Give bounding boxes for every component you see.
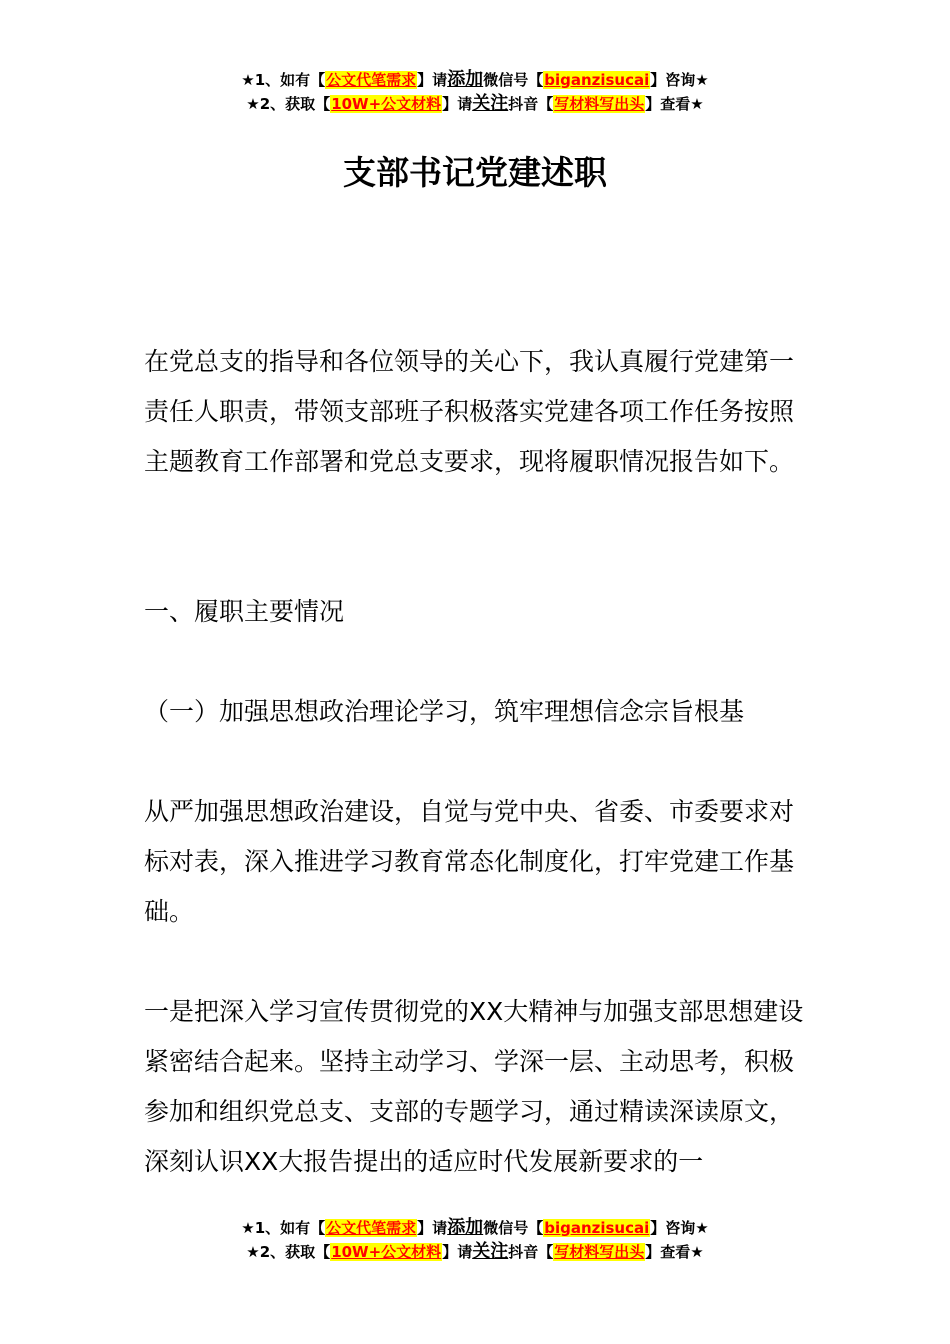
promo-text: 】请 [417,1219,448,1237]
document-title: 支部书记党建述职 [343,153,607,192]
bottom-promo-banner [0,1216,950,1264]
promo-highlight: 公文代笔需求 [326,1219,417,1237]
promo-line-2 [0,1240,950,1264]
top-promo-banner [0,68,950,116]
promo-highlight: 公文代笔需求 [326,71,417,89]
promo-text: 】请 [442,95,473,113]
promo-highlight: 10W+公文材料 [331,95,442,113]
promo-wechat-id: biganzisucai [544,1219,650,1237]
body-paragraph: 从严加强思想政治建设，自觉与党中央、省委、市委要求对标对表，深入推进学习教育常态化制度化，打牢党建工作基础。 [144,797,795,926]
promo-text: ★1、如有【 [241,71,326,89]
promo-text: 】咨询★ [650,1219,709,1237]
promo-wechat-id: biganzisucai [544,71,650,89]
promo-line-1 [0,1216,950,1240]
body-paragraph: 一是把深入学习宣传贯彻党的XX大精神与加强支部思想建设紧密结合起来。坚持主动学习、学深一层、主动思考，积极参加和组织党总支、支部的专题学习，通过精读深读原文，深刻认识XX大报告提出的适应时代发展新要求的一 [144,997,804,1176]
promo-text: ★2、获取【 [246,1243,331,1261]
promo-emphasis: 添加 [447,69,484,90]
promo-text: ★1、如有【 [241,1219,326,1237]
promo-text: 抖音【 [508,1243,554,1261]
promo-highlight: 10W+公文材料 [331,1243,442,1261]
subsection-heading: （一）加强思想政治理论学习，筑牢理想信念宗旨根基 [144,697,745,726]
section-heading: 一、履职主要情况 [144,597,345,626]
promo-text: ★2、获取【 [246,95,331,113]
promo-text: 微信号【 [483,71,544,89]
promo-text: 】查看★ [645,95,704,113]
promo-douyin-id: 写材料写出头 [554,95,645,113]
promo-emphasis: 添加 [447,1217,484,1238]
promo-text: 抖音【 [508,95,554,113]
promo-text: 微信号【 [483,1219,544,1237]
promo-text: 】查看★ [645,1243,704,1261]
promo-emphasis: 关注 [472,93,509,114]
promo-line-2 [0,92,950,116]
promo-emphasis: 关注 [472,1241,509,1262]
promo-line-1 [0,68,950,92]
promo-text: 】请 [417,71,448,89]
promo-text: 】请 [442,1243,473,1261]
promo-douyin-id: 写材料写出头 [554,1243,645,1261]
intro-paragraph: 在党总支的指导和各位领导的关心下，我认真履行党建第一责任人职责，带领支部班子积极落实党建各项工作任务按照主题教育工作部署和党总支要求，现将履职情况报告如下。 [144,347,795,476]
promo-text: 】咨询★ [650,71,709,89]
